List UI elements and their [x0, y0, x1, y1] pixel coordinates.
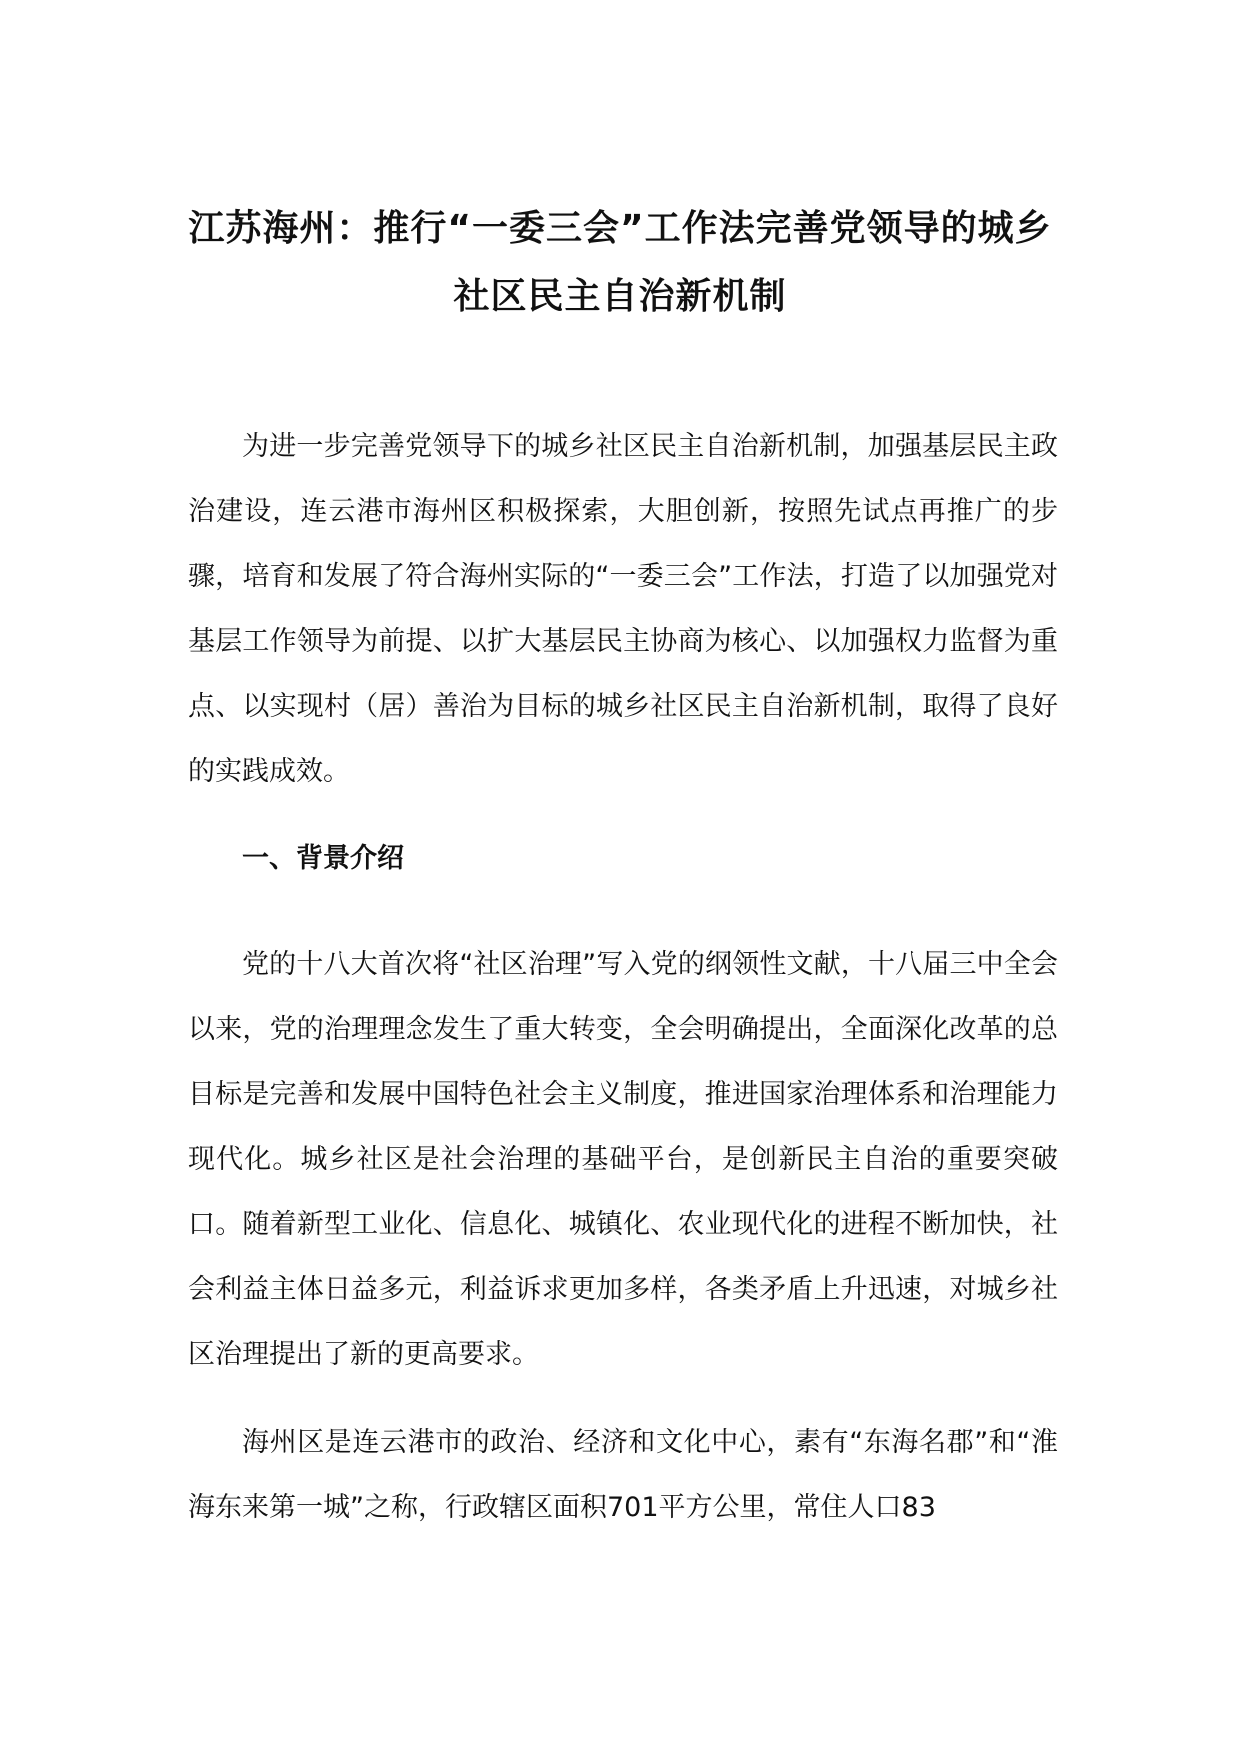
intro-paragraph: 为进一步完善党领导下的城乡社区民主自治新机制，加强基层民主政治建设，连云港市海州区积极探索，大胆创新，按照先试点再推广的步骤，培育和发展了符合海州实际的“一委三会”工作法，打造了以加强党对基层工作领导为前提、以扩大基层民主协商为核心、以加强权力监督为重点、以实现村（居）善治为目标的城乡社区民主自治新机制，取得了良好的实践成效。: [188, 431, 1058, 787]
background-paragraph: 党的十八大首次将“社区治理”写入党的纲领性文献，十八届三中全会以来，党的治理理念发生了重大转变，全会明确提出，全面深化改革的总目标是完善和发展中国特色社会主义制度，推进国家治理体系和治理能力现代化。城乡社区是社会治理的基础平台，是创新民主自治的重要突破口。随着新型工业化、信息化、城镇化、农业现代化的进程不断加快，社会利益主体日益多元，利益诉求更加多样，各类矛盾上升迅速，对城乡社区治理提出了新的更高要求。: [188, 949, 1058, 1370]
document-title: 江苏海州：推行“一委三会”工作法完善党领导的城乡社区民主自治新机制: [188, 208, 1052, 317]
section-heading-background: 一、背景介绍: [242, 843, 404, 874]
haizhou-paragraph: 海州区是连云港市的政治、经济和文化中心，素有“东海名郡”和“淮海东来第一城”之称，行政辖区面积701平方公里，常住人口83: [188, 1427, 1058, 1523]
